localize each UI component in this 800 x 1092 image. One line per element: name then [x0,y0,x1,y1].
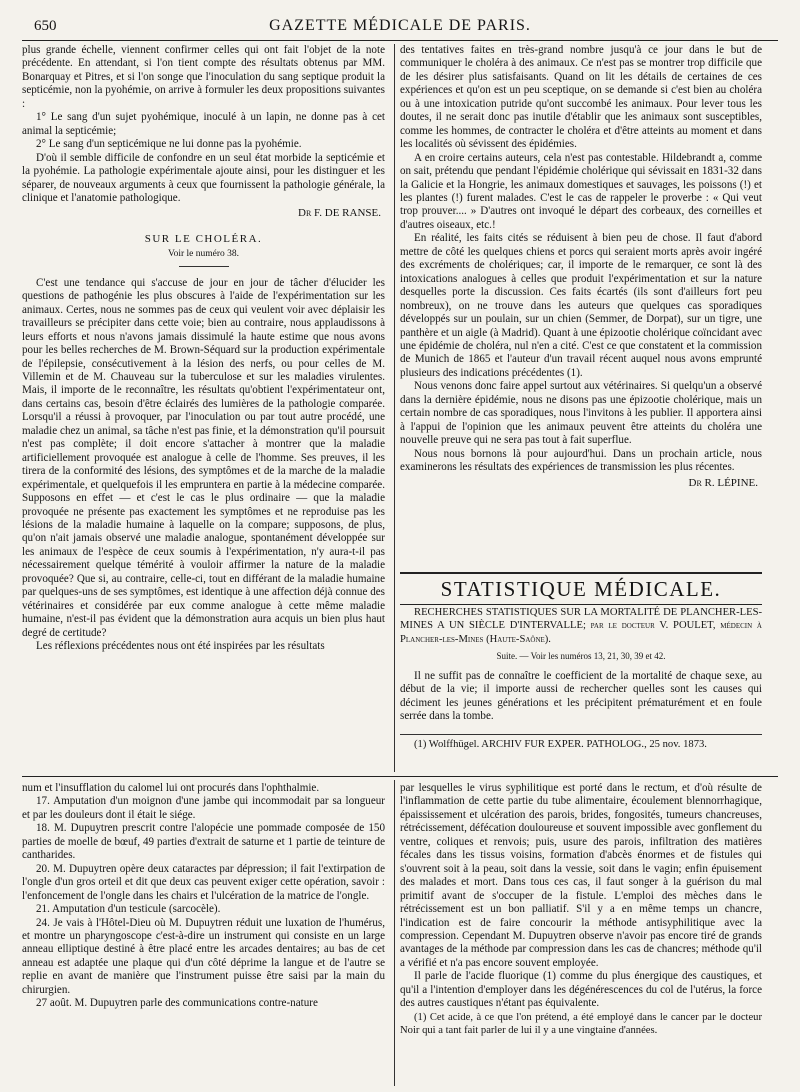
footnote: (1) Cet acide, à ce que l'on prétend, a été employé dans le cancer par le docteur Noir qui a tant fait parler de lui il y a une vingtaine d'années. [400,1011,762,1037]
upper-right-column [400,44,762,564]
section-divider [179,266,229,267]
lower-right-column [400,782,762,1086]
paragraph: 20. M. Dupuytren opère deux cataractes par dépression; il fait l'extirpation de l'ongle d'un gros orteil et dit que deux cas peuvent exiger cette opération, savoir : l'enfoncement de l'ongle dans les chairs et l'ulcération de la matrice de l'ongle. [22,862,385,902]
footnote-rule [400,734,762,735]
paragraph: Les réflexions précédentes nous ont été inspirées par les résultats [36,640,325,653]
paragraph: 2° Le sang d'un septicémique ne lui donne pas la pyohémie. [36,138,302,151]
paragraph: 17. Amputation d'un moignon d'une jambe qui incommodait par sa longueur et par les douleurs dont il était le siége. [22,795,385,821]
column-divider [394,44,395,772]
paragraph: Nous venons donc faire appel surtout aux vétérinaires. Si quelqu'un a observé dans la dernière épidémie, nous ne disons pas une épizootie cholérique, mais un certain nombre de cas sporadiques, nous l'invitons à les publier. Il apportera ainsi à l'appui de l'opinion que les animaux peuvent être atteints du choléra une nouvelle preuve qui ne sera pas tout à fait superflue. [400,380,762,447]
cholera-section-title: SUR LE CHOLÉRA. [144,232,263,245]
paragraph: Il parle de l'acide fluorique (1) comme du plus énergique des caustiques, et qu'il a l'intention d'employer dans les dégénérescences du col de l'utérus, la force des autres caustiques n'étant pas équivalente. [400,970,762,1010]
signature-lepine: Dr R. LÉPINE. [688,476,758,489]
paragraph: A en croire certains auteurs, cela n'est pas contestable. Hildebrandt a, comme on sait, prétendu que pendant l'épidémie cholérique qui sévissait en 1831-32 dans la Galicie et la Hongrie, les animaux domestiques et sauvages, les poissons (!) et les plantes (!) furent malades. C'est le cas de rappeler le proverbe : « Qui veut trop prouver.... » D'autres ont invoqué le départ des corbeaux, des corneilles et d'autres oiseaux, etc.! [400,151,762,231]
paragraph: 18. M. Dupuytren prescrit contre l'alopécie une pommade composée de 150 parties de moelle de bœuf, 49 parties d'extrait de saturne et 1 partie de teinture de cantharides. [22,822,385,862]
paragraph: 24. Je vais à l'Hôtel-Dieu où M. Dupuytren réduit une luxation de l'humérus, et montre un pharyngoscope c'est-à-dire un instrument qui consiste en un large anneau elliptique destiné à être placé entre les arcades dentaires; au bas de cet anneau est adaptée une plaque qui d'un côté déprime la langue et de l'autre se replie en avant de manière que l'instrument puisse être saisi par la main du chirurgien. [22,916,385,996]
upper-left-column [22,44,385,774]
paragraph: plus grande échelle, viennent confirmer celles qui ont fait l'objet de la note précédente. En attendant, si l'on tient compte des résultats obtenus par MM. Bonarquay et Pitres, et si l'on songe que l'inoculation du sang septique produit la septicémie, non la pyohémie, on arrive à formuler les deux propositions suivantes : [22,44,385,110]
paragraph: En réalité, les faits cités se réduisent à bien peu de chose. Il faut d'abord mettre de côté les quelques chiens et porcs qui seraient morts après avoir ingéré des excréments de cholériques; car, il importe de le remarquer, ce sont là des intoxications analogues à celles que produit l'expérimentation et sur la nature desquelles porte la discussion. Ces faits écartés (ils sont d'ailleurs fort peu nombreux), on ne trouve dans les auteurs que quelques cas sporadiques développés sur un poulain, sur un chien (Semmer, de Dorpat), sur un tigre, une panthère et un aigle (à Madrid). Quant à une épizootie cholérique coïncidant avec une épidémie de choléra, nul n'en a cité. C'est ce que constatent et la commission de Munich de 1865 et l'auteur d'un travail récent auquel nous avons emprunté plusieurs des indications précédentes (1). [400,232,762,379]
lower-left-column [22,782,385,1086]
column-divider-lower [394,780,395,1086]
footnote: (1) Wolffhügel. ARCHIV FUR EXPER. PATHOLOG., 25 nov. 1873. [414,739,707,750]
paragraph: num et l'insufflation du calomel lui ont procurés dans l'ophthalmie. [22,782,320,794]
paragraph: C'est une tendance qui s'accuse de jour en jour de tâcher d'élucider les questions de pathogénie les plus obscures à l'aide de l'expérimentation sur les animaux. Certes, nous ne sommes pas de ceux qui veulent voir avec déplaisir les travailleurs se précipiter dans cette voie; bien au contraire, nous applaudissons à leurs efforts et nous n'avons jamais dissimulé la haute estime que nous avons pour les belles recherches de M. Brown-Séquard sur la production expérimentale de l'épilepsie, consécutivement à la lésion des nerfs, ou pour celles de M. Villemin et de M. Chauveau sur la tuberculose et sur les maladies virulentes. Mais, il importe de le reconnaître, les résultats qu'obtient l'expérimentateur ont, dans certains cas, besoin d'être éclairés des lumières de la pathologie comparée. Lorsqu'il a réussi à provoquer, par l'inoculation ou par tout autre procédé, une maladie chez un animal, sa tâche n'est pas finie, et la démonstration qu'il poursuit n'est pas complète; il doit encore s'attacher à montrer que la maladie artificiellement provoquée est analogue à celle de l'homme. Ses preuves, il les tirera de la conformité des lésions, des symptômes et de la marche de la maladie expérimentale, et quelquefois il les empruntera en partie à la médecine comparée. Supposons en effet — et c'est le cas le plus ordinaire — que la maladie provoquée ne présente pas exactement les symptômes et ne reproduise pas les lésions de la maladie humaine à laquelle on la compare; supposons, de plus, qu'on n'ait jamais observé une maladie analogue, spontanément développée sur les animaux de l'espèce de ceux soumis à l'expérimentation, n'y aura-t-il pas nécessairement quelque témérité à vouloir affirmer la nature de la maladie provoquée? Que si, au contraire, celle-ci, tout en différant de la maladie humaine par quelques-uns de ses symptômes, est identique à une affection déjà connue des vétérinaires et considérée par eux comme analogue à cette même maladie humaine, n'est-il pas évident que la démonstration aura acquis un bien plus haut degré de certitude? [22,276,385,639]
page-divider [22,776,778,777]
paragraph: Nous nous bornons là pour aujourd'hui. Dans un prochain article, nous examinerons les résultats des expériences de transmission les plus récentes. [400,447,762,474]
cholera-section-subtitle: Voir le numéro 38. [167,249,240,260]
statistique-heading: STATISTIQUE MÉDICALE. [400,572,762,605]
statistique-column [400,606,762,730]
journal-title: GAZETTE MÉDICALE DE PARIS. [269,17,531,34]
paragraph: 1° Le sang d'un sujet pyohémique, inoculé à un lapin, ne donne pas à cet animal la septicémie; [22,111,385,137]
signature-de-ranse: Dr F. DE RANSE. [298,207,381,220]
paragraph: Il ne suffit pas de connaître le coefficient de la mortalité de chaque sexe, au début de la vie; il importe aussi de rechercher quelles sont les causes qui déciment les jeunes générations et les précipitent prématurément et en foule serrée dans la tombe. [400,669,762,723]
paragraph: 27 août. M. Dupuytren parle des communications contre-nature [36,997,318,1010]
paragraph: 21. Amputation d'un testicule (sarcocèle). [36,903,221,916]
paragraph: D'où il semble difficile de confondre en un seul état morbide la septicémie et la pyohémie. La pathologie expérimentale ajoute ainsi, pour les distinguer et les séparer, de nouveaux arguments à ceux que fournissent la pathologie générale, la clinique et l'anatomie pathologique. [22,151,385,204]
statistique-suite: Suite. — Voir les numéros 13, 21, 30, 39 et 42. [496,651,666,662]
paragraph: par lesquelles le virus syphilitique est porté dans le rectum, et d'où résulte de l'inflammation de cette partie du tube alimentaire, écoulement blennorrhagique, épaississement et ulcération des parois, brides, fongosités, tumeurs chancreuses, rétrécissement, défécation douloureuse et souvent impossible avec gonflement du ventre, coliques et renvois; puis, usure des parois, infiltration des matières fécales dans les tissus voisins, formation d'abcès énormes et de fistules qui s'ouvrent soit à la peau, soit dans la vessie, soit dans le vagin; enfin épuisement des malades et mort. Dans tous ces cas, il faut songer à la guérison du mal primitif avant de s'occuper de la fistule. L'emploi des mèches dans le rétrécissement est un bon palliatif. S'il y a en même temps un chancre, l'indication est de faire concourir la méthode antisyphilitique avec la compression. Cependant M. Dupuytren observe n'avoir pas encore tiré de grands avantages de la méthode par compression dans les cas de chancres; méthode qu'il a vérifié et n'a pas encore souvent employée. [400,782,762,969]
page-number: 650 [34,18,57,34]
cholera-footnote-area [400,738,762,756]
paragraph: des tentatives faites en très-grand nombre jusqu'à ce jour dans le but de communiquer le choléra à des animaux. Ce n'est pas se montrer trop difficile que de les désirer plus satisfaisants. Quand on lit les détails de certaines de ces expériences et qu'on est un peu sceptique, on se demande si c'est bien au choléra ou à une intoxication putride qu'ont succombé les animaux. Pour lever tous les doutes, il ne serait donc pas inutile d'établir que les animaux sont susceptibles, comme les hommes, de contracter le choléra et d'être atteints au moment et dans les localités où sévissent des épidémies. [400,44,762,151]
page-header [22,14,778,41]
statistique-title: RECHERCHES STATISTIQUES SUR LA MORTALITÉ DE PLANCHER-LES-MINES A UN SIÈCLE D'INTERVALLE; par le docteur V. POULET, médecin à Plancher-les-Mines (Haute-Saône). [400,607,762,645]
